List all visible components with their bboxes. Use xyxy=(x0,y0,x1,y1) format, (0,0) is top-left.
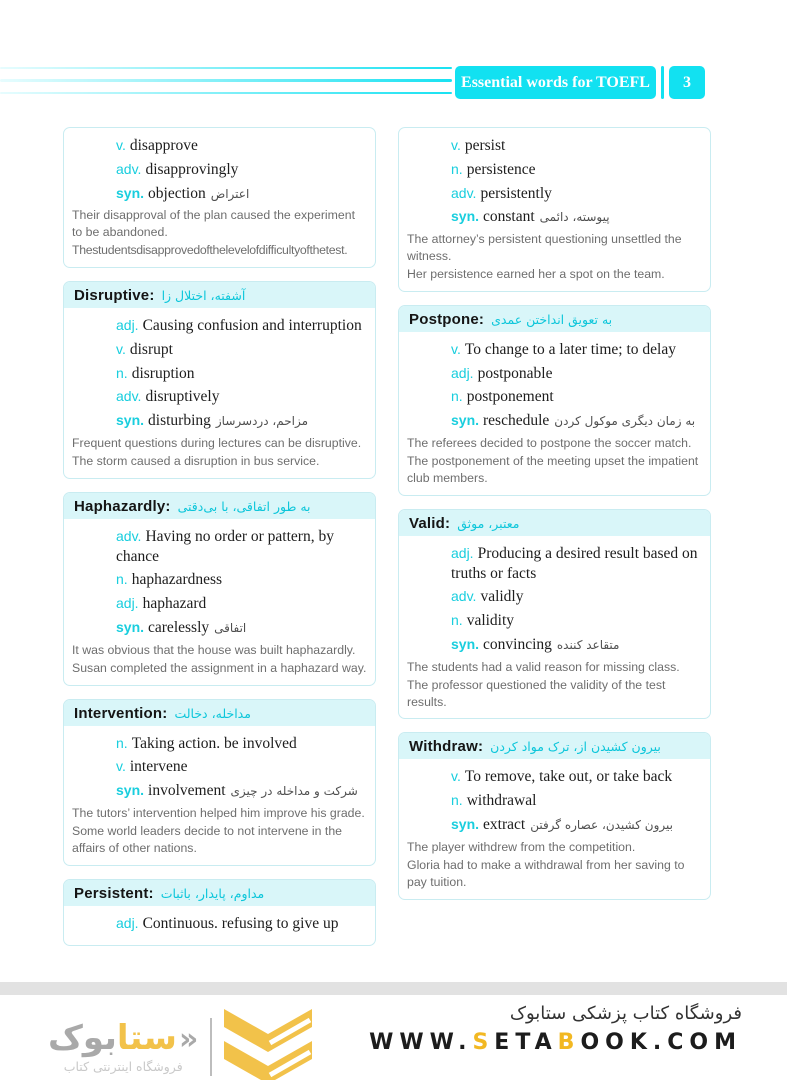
entry-card xyxy=(398,127,711,292)
entry-headword-row xyxy=(64,493,375,519)
pos-label: n. xyxy=(451,388,463,405)
example-sentence: The students had a valid reason for missing class. xyxy=(407,659,680,674)
word-form-row xyxy=(407,544,702,584)
logo-guillemet-icon: « xyxy=(179,1021,199,1057)
url-accent-s: S xyxy=(472,1030,495,1055)
example-sentence: The postponement of the meeting upset the impatient club members. xyxy=(407,453,699,485)
pos-label: adj. xyxy=(116,317,139,334)
word-form-row xyxy=(72,618,367,638)
logo-sub-label: فروشگاه اینترنتی کتاب xyxy=(63,1058,183,1074)
site-info xyxy=(369,1003,742,1055)
word-form-row xyxy=(407,611,702,631)
entry-headword-persian: به طور اتفاقی، با بی‌دقتی xyxy=(177,498,311,514)
word-form-text: Producing a desired result based on truths or facts xyxy=(451,544,698,582)
pos-label: adj. xyxy=(451,544,474,561)
pos-label: syn. xyxy=(116,184,145,201)
word-form-text: haphazard xyxy=(142,595,207,613)
footer xyxy=(0,995,787,1080)
word-form-row xyxy=(407,364,702,384)
entry-body xyxy=(64,128,375,267)
url-mid: ETA xyxy=(494,1030,558,1055)
pos-label: adv. xyxy=(451,184,477,201)
entry-headword-row xyxy=(399,733,710,759)
pos-label: v. xyxy=(451,768,461,785)
example-sentence: Their disapproval of the plan caused the experiment to be abandoned. xyxy=(72,208,355,240)
word-form-row xyxy=(72,184,367,204)
example-sentence: Her persistence earned her a spot on the team. xyxy=(407,266,665,281)
example-sentence: The referees decided to postpone the soccer match. xyxy=(407,435,692,450)
logo-wordmark-block xyxy=(48,1017,199,1074)
word-form-row xyxy=(407,587,702,607)
entry-headword-persian: آشفته، اختلال زا xyxy=(161,288,246,304)
pos-label: v. xyxy=(116,758,126,775)
word-form-text: disapprove xyxy=(129,137,198,154)
pos-label: adj. xyxy=(116,595,139,612)
url-prefix: WWW. xyxy=(369,1030,473,1055)
pos-label: syn. xyxy=(116,618,145,635)
word-form-row xyxy=(407,815,702,835)
pos-label: n. xyxy=(451,160,463,177)
entry-headword-row xyxy=(399,306,710,332)
word-form-row xyxy=(407,767,702,787)
word-form-text: persist xyxy=(464,137,506,154)
word-form-row xyxy=(72,364,367,384)
page-header xyxy=(455,66,705,99)
entry-headword: Disruptive: xyxy=(74,287,155,305)
entry-headword: Postpone: xyxy=(409,310,485,328)
left-column xyxy=(63,127,376,946)
word-form-row xyxy=(407,160,702,180)
word-form-row xyxy=(72,411,367,431)
pos-label: syn. xyxy=(451,412,480,429)
persian-translation: پیوسته، دائمی xyxy=(539,210,610,225)
word-form-text: postponable xyxy=(477,364,553,382)
word-form-row xyxy=(407,136,702,156)
site-url xyxy=(369,1030,742,1055)
badge-separator xyxy=(661,66,664,99)
word-form-row xyxy=(72,160,367,180)
url-suffix: OOK.COM xyxy=(580,1030,742,1055)
persian-translation: متقاعد کننده xyxy=(556,637,620,652)
word-form-row xyxy=(407,340,702,360)
persian-translation: شرکت و مداخله در چیزی xyxy=(230,784,358,799)
word-form-text: carelessly xyxy=(148,618,210,636)
example-sentence: Frequent questions during lectures can be disruptive. xyxy=(72,435,362,450)
pos-label: n. xyxy=(451,612,463,629)
word-form-text: persistently xyxy=(480,184,552,202)
word-form-text: validly xyxy=(480,588,524,606)
example-sentence: The attorney’s persistent questioning unsettled the witness. xyxy=(407,232,682,263)
pos-label: adj. xyxy=(116,914,139,931)
word-form-text: disruption xyxy=(131,364,195,382)
page-number-badge: 3 xyxy=(669,66,705,99)
header-rule-line xyxy=(0,79,452,82)
entry-card xyxy=(63,879,376,947)
pos-label: v. xyxy=(116,137,126,153)
word-form-text: To remove, take out, or take back xyxy=(464,768,673,786)
entry-body xyxy=(64,308,375,478)
setabook-logo xyxy=(48,1007,312,1080)
header-rule-line xyxy=(0,67,452,69)
example-sentence: The professor questioned the validity of the test results. xyxy=(407,677,666,709)
example-sentence: Susan completed the assignment in a haphazard way. xyxy=(72,660,367,675)
entry-headword-row xyxy=(64,282,375,308)
entry-body xyxy=(64,519,375,685)
pos-label: syn. xyxy=(451,208,480,225)
entry-body xyxy=(399,536,710,719)
entry-headword: Intervention: xyxy=(74,704,168,722)
entry-card xyxy=(398,732,711,899)
entry-body xyxy=(399,332,710,495)
entry-card xyxy=(398,509,711,720)
example-sentence: Gloria had to make a withdrawal from her saving to pay tuition. xyxy=(407,857,685,889)
word-form-row xyxy=(407,411,702,431)
word-form-text: haphazardness xyxy=(131,571,223,589)
word-form-row xyxy=(72,594,367,614)
word-form-row xyxy=(407,635,702,655)
word-form-text: To change to a later time; to delay xyxy=(464,340,676,358)
pos-label: adv. xyxy=(116,527,142,544)
example-sentence: It was obvious that the house was built haphazardly. xyxy=(72,642,356,657)
word-form-text: disapprovingly xyxy=(145,160,239,178)
entry-body xyxy=(399,128,710,291)
entry-headword-persian: مداخله، دخالت xyxy=(174,705,251,721)
pos-label: v. xyxy=(451,137,461,153)
logo-divider xyxy=(210,1018,212,1076)
word-form-text: objection xyxy=(148,184,206,202)
word-form-text: involvement xyxy=(148,782,226,800)
word-form-row xyxy=(72,757,367,777)
entry-card xyxy=(63,281,376,479)
entry-headword-persian: بیرون کشیدن از، ترک مواد کردن xyxy=(490,739,661,755)
word-form-row xyxy=(72,570,367,590)
example-sentence: The tutors’ intervention helped him improve his grade. xyxy=(72,805,365,820)
chapter-title-badge: Essential words for TOEFL xyxy=(455,66,656,99)
word-form-row xyxy=(72,734,367,754)
word-form-row xyxy=(72,527,367,567)
entry-body xyxy=(64,726,375,865)
word-form-text: Continuous. refusing to give up xyxy=(142,914,339,932)
persian-translation: به زمان دیگری موکول کردن xyxy=(554,414,696,429)
entry-card xyxy=(398,305,711,496)
word-form-text: withdrawal xyxy=(466,792,537,810)
word-form-row xyxy=(72,340,367,360)
url-accent-b: B xyxy=(557,1030,581,1055)
right-column xyxy=(398,127,711,900)
word-form-text: Having no order or pattern, by chance xyxy=(116,527,334,565)
word-form-row xyxy=(407,791,702,811)
persian-translation: بیرون کشیدن، عصاره گرفتن xyxy=(530,817,673,832)
entry-headword: Valid: xyxy=(409,514,451,532)
word-form-text: intervene xyxy=(129,758,188,776)
persian-translation: اعتراض xyxy=(210,186,250,201)
pos-label: syn. xyxy=(116,412,145,429)
entry-body xyxy=(399,759,710,898)
word-form-text: Causing confusion and interruption xyxy=(142,317,362,335)
example-sentence: Some world leaders decide to not intervene in the affairs of other nations. xyxy=(72,823,343,855)
entry-card xyxy=(63,492,376,686)
entry-headword-row xyxy=(64,700,375,726)
entry-headword: Withdraw: xyxy=(409,738,484,756)
word-form-row xyxy=(407,207,702,227)
logo-wordmark-yellow: ستا xyxy=(116,1017,177,1058)
pos-label: syn. xyxy=(451,815,480,832)
persian-translation: اتفاقی xyxy=(214,620,247,635)
entry-headword-row xyxy=(64,880,375,906)
site-tagline: فروشگاه کتاب پزشکی ستابوک xyxy=(509,1003,742,1024)
header-rule-line xyxy=(0,92,452,94)
word-form-text: disrupt xyxy=(129,340,173,358)
entry-headword-persian: به تعویق انداختن عمدی xyxy=(491,311,613,327)
word-form-text: Taking action. be involved xyxy=(131,734,297,752)
pos-label: n. xyxy=(451,792,463,809)
entry-body xyxy=(64,906,375,946)
pos-label: n. xyxy=(116,571,128,588)
footer-divider-band xyxy=(0,982,787,995)
pos-label: v. xyxy=(116,340,126,357)
example-sentence: The player withdrew from the competition. xyxy=(407,839,636,854)
word-form-row xyxy=(72,914,367,934)
word-form-text: disruptively xyxy=(145,388,220,406)
chevron-emblem-icon xyxy=(224,1007,312,1080)
word-form-text: extract xyxy=(483,815,526,833)
pos-label: adv. xyxy=(451,588,477,605)
entry-headword-persian: معتبر، موثق xyxy=(457,515,520,531)
pos-label: adj. xyxy=(451,364,474,381)
pos-label: n. xyxy=(116,734,128,751)
word-form-text: constant xyxy=(483,208,535,226)
word-form-row xyxy=(407,387,702,407)
pos-label: adv. xyxy=(116,388,142,405)
logo-wordmark-gray: بوک xyxy=(48,1017,117,1058)
word-form-row xyxy=(72,781,367,801)
word-form-row xyxy=(407,184,702,204)
word-form-row xyxy=(72,387,367,407)
word-form-text: validity xyxy=(466,612,515,630)
word-form-text: postponement xyxy=(466,388,554,406)
persian-translation: مزاحم، دردسرساز xyxy=(215,414,309,429)
word-form-row xyxy=(72,316,367,336)
word-form-text: disturbing xyxy=(148,412,211,430)
entry-headword: Haphazardly: xyxy=(74,497,171,515)
example-sentence: The students disapproved of the level of difficulty of the test. xyxy=(72,243,348,258)
pos-label: syn. xyxy=(116,782,145,799)
word-form-text: reschedule xyxy=(483,412,550,430)
entry-card xyxy=(63,127,376,268)
entry-card xyxy=(63,699,376,866)
entry-headword-persian: مداوم، پایدار، باثبات xyxy=(160,885,265,901)
word-form-text: persistence xyxy=(466,160,536,178)
pos-label: syn. xyxy=(451,635,480,652)
pos-label: n. xyxy=(116,364,128,381)
entry-headword: Persistent: xyxy=(74,884,154,902)
word-form-row xyxy=(72,136,367,156)
pos-label: v. xyxy=(451,340,461,357)
logo-wordmark xyxy=(48,1017,199,1058)
example-sentence: The storm caused a disruption in bus service. xyxy=(72,453,320,468)
word-form-text: convincing xyxy=(483,635,552,653)
entry-headword-row xyxy=(399,510,710,536)
pos-label: adv. xyxy=(116,160,142,177)
